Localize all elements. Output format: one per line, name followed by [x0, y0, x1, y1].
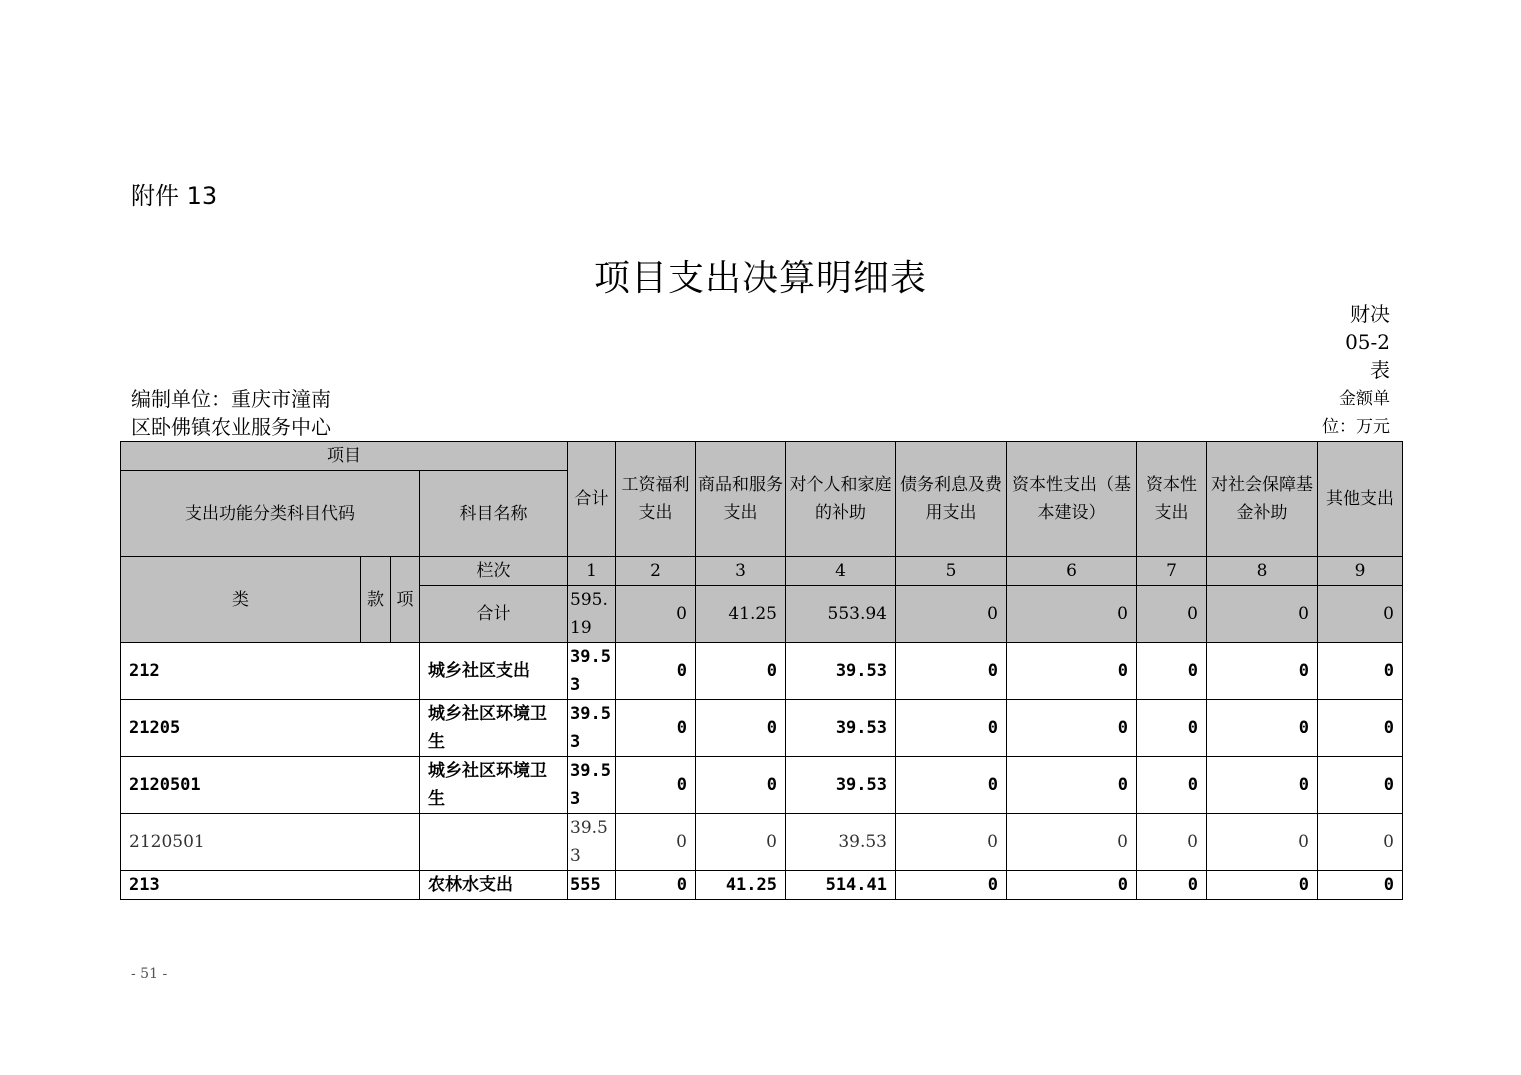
form-number: [1330, 300, 1390, 384]
form-number-line: 05-2: [1345, 330, 1390, 354]
amount-unit: [1310, 385, 1390, 441]
header-code: 支出功能分类科目代码: [121, 471, 420, 557]
form-number-line: 财决: [1350, 302, 1390, 326]
row-value: 39.53: [568, 700, 616, 757]
header-kuan: 款: [361, 557, 391, 643]
row-value: 39.53: [786, 643, 896, 700]
row-value: 39.53: [786, 757, 896, 814]
row-value: 0: [1007, 814, 1137, 871]
row-value: 0: [696, 814, 786, 871]
row-value: 0: [896, 814, 1007, 871]
attachment-label: 附件 13: [131, 182, 218, 210]
table-row: [121, 871, 1403, 900]
row-value: 555: [568, 871, 616, 900]
row-value: 0: [696, 700, 786, 757]
column-number: 2: [616, 557, 696, 586]
row-value: 0: [1137, 871, 1207, 900]
header-col-8: 对社会保障基金补助: [1207, 442, 1318, 557]
row-value: 0: [616, 700, 696, 757]
row-value: 0: [616, 814, 696, 871]
amount-unit-line: 位：万元: [1322, 417, 1390, 437]
form-number-line: 表: [1370, 358, 1390, 382]
header-col-3: 商品和服务支出: [696, 442, 786, 557]
column-number: 3: [696, 557, 786, 586]
header-col-5: 债务利息及费用支出: [896, 442, 1007, 557]
compiling-unit-line: 编制单位：重庆市潼南: [131, 387, 331, 411]
total-value: 553.94: [786, 586, 896, 643]
column-number: 1: [568, 557, 616, 586]
row-code: 213: [121, 871, 420, 900]
header-row: [121, 442, 1403, 471]
header-xiang: 项: [391, 557, 420, 643]
column-number-row: [121, 557, 1403, 586]
row-value: 39.53: [786, 700, 896, 757]
table-row: [121, 757, 1403, 814]
total-value: 0: [896, 586, 1007, 643]
row-value: 0: [1318, 757, 1403, 814]
total-value: 41.25: [696, 586, 786, 643]
row-value: 0: [1318, 700, 1403, 757]
header-col-4: 对个人和家庭的补助: [786, 442, 896, 557]
row-value: 0: [896, 643, 1007, 700]
compiling-unit: [131, 385, 371, 441]
row-value: 0: [1318, 814, 1403, 871]
row-code: 21205: [121, 700, 420, 757]
row-value: 0: [696, 757, 786, 814]
row-value: 0: [1007, 700, 1137, 757]
row-value: 0: [896, 757, 1007, 814]
row-name: 城乡社区环境卫生: [420, 700, 568, 757]
total-value: 0: [1318, 586, 1403, 643]
row-value: 0: [1207, 700, 1318, 757]
row-value: 514.41: [786, 871, 896, 900]
table-row: [121, 700, 1403, 757]
row-value: 0: [1207, 871, 1318, 900]
row-value: 0: [1137, 814, 1207, 871]
row-value: 39.53: [786, 814, 896, 871]
header-col-7: 资本性支出: [1137, 442, 1207, 557]
total-value: 0: [1137, 586, 1207, 643]
row-value: 0: [896, 700, 1007, 757]
page-title: 项目支出决算明细表: [593, 258, 927, 299]
total-label: 合计: [420, 586, 568, 643]
page-number: - 51 -: [131, 966, 168, 982]
row-value: 0: [616, 871, 696, 900]
row-value: 39.53: [568, 757, 616, 814]
header-name: 科目名称: [420, 471, 568, 557]
total-value: 595.19: [568, 586, 616, 643]
table-row: [121, 814, 1403, 871]
total-value: 0: [616, 586, 696, 643]
table-row: [121, 643, 1403, 700]
row-value: 0: [1137, 643, 1207, 700]
row-value: 39.53: [568, 643, 616, 700]
row-value: 0: [1137, 700, 1207, 757]
row-value: 0: [1137, 757, 1207, 814]
header-col-6: 资本性支出（基本建设）: [1007, 442, 1137, 557]
row-code: 2120501: [121, 757, 420, 814]
column-number: 6: [1007, 557, 1137, 586]
column-number: 4: [786, 557, 896, 586]
row-value: 0: [1207, 814, 1318, 871]
row-value: 0: [696, 643, 786, 700]
row-name: [420, 814, 568, 871]
row-code: 2120501: [121, 814, 420, 871]
row-value: 0: [616, 757, 696, 814]
expenditure-table: [120, 441, 1403, 900]
column-number: 7: [1137, 557, 1207, 586]
row-value: 0: [1207, 757, 1318, 814]
header-lanci: 栏次: [420, 557, 568, 586]
total-value: 0: [1207, 586, 1318, 643]
header-lei: 类: [121, 557, 361, 643]
row-code: 212: [121, 643, 420, 700]
row-name: 城乡社区支出: [420, 643, 568, 700]
row-name: 农林水支出: [420, 871, 568, 900]
column-number: 8: [1207, 557, 1318, 586]
compiling-unit-line: 区卧佛镇农业服务中心: [131, 415, 331, 439]
row-value: 0: [1007, 757, 1137, 814]
row-value: 41.25: [696, 871, 786, 900]
row-value: 0: [1007, 871, 1137, 900]
header-col-total: 合计: [568, 442, 616, 557]
header-col-2: 工资福利支出: [616, 442, 696, 557]
column-number: 9: [1318, 557, 1403, 586]
total-value: 0: [1007, 586, 1137, 643]
header-col-9: 其他支出: [1318, 442, 1403, 557]
row-value: 0: [1318, 643, 1403, 700]
row-value: 0: [1007, 643, 1137, 700]
row-value: 0: [616, 643, 696, 700]
row-value: 0: [896, 871, 1007, 900]
amount-unit-line: 金额单: [1339, 389, 1390, 409]
header-item: 项目: [121, 442, 568, 471]
row-value: 0: [1207, 643, 1318, 700]
column-number: 5: [896, 557, 1007, 586]
row-name: 城乡社区环境卫生: [420, 757, 568, 814]
row-value: 0: [1318, 871, 1403, 900]
row-value: 39.53: [568, 814, 616, 871]
